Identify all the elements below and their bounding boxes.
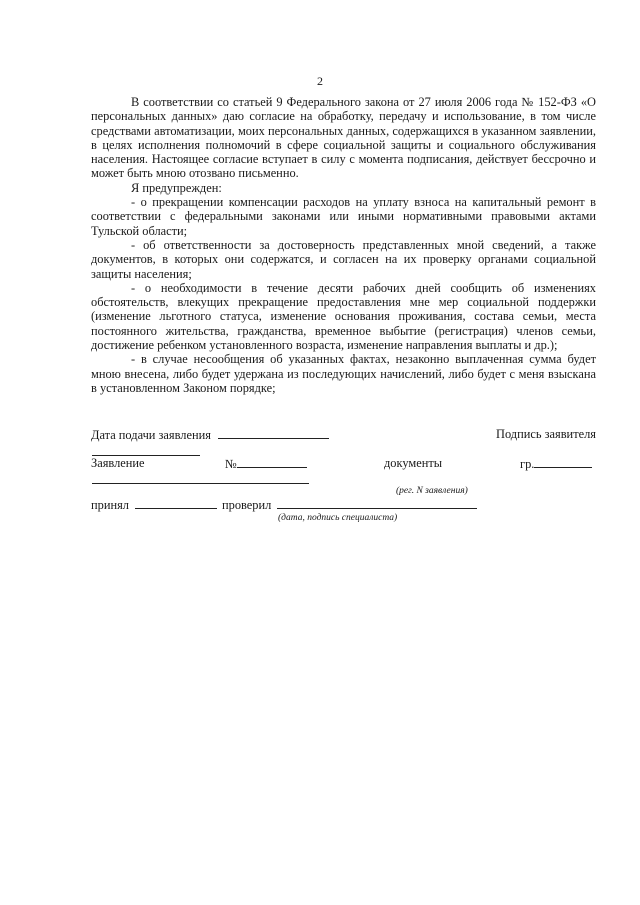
warning-heading: Я предупрежден: bbox=[131, 180, 222, 195]
citizen-field bbox=[520, 456, 592, 472]
registration-line bbox=[92, 483, 309, 484]
checked-field bbox=[222, 497, 477, 513]
accepted-blank bbox=[135, 497, 217, 509]
date-field bbox=[91, 427, 329, 443]
gr-label: гр. bbox=[520, 457, 535, 471]
consent-paragraph: В соответствии со статьей 9 Федерального закона от 27 июля 2006 года № 152-ФЗ «О персональных данных» даю согласие на обработку, передачу и использование, в том числе средствами автоматизации, моих персональных данных, содержащихся в указанном заявлении, в целях исполнения полномочий в сфере социальной защиты и социального обслуживания населения. Настоящее согласие вступает в силу с момента подписания, действует бессрочно и может быть мною отозвано письменно. bbox=[91, 95, 596, 181]
warning-item-responsibility: - об ответственности за достоверность представленных мной сведений, а также документов, в которых они содержатся, и согласен на их проверку органами социальной защиты населения; bbox=[91, 237, 596, 281]
date-blank bbox=[218, 427, 329, 439]
page-number: 2 bbox=[317, 74, 323, 88]
statement-label: Заявление bbox=[91, 456, 145, 470]
warning-item-compensation: - о прекращении компенсации расходов на уплату взноса на капитальный ремонт в соответствии с федеральными законами или иными нормативными правовыми актами Тульской области; bbox=[91, 195, 596, 238]
accepted-label: принял bbox=[91, 498, 129, 512]
warning-item-notify-changes: - о необходимости в течение десяти рабочих дней сообщить об изменениях обстоятельств, влекущих прекращение предоставления мне мер социальной поддержки (изменение льготного статуса, изменение основания проживания, состава семьи, места постоянного жительства, гражданства, временное выбытие (регистрация) членов семьи, достижение ребенком установленного возраста, изменение направления выплаты и др.); bbox=[91, 280, 596, 353]
specialist-caption: (дата, подпись специалиста) bbox=[278, 513, 398, 523]
gr-blank bbox=[534, 456, 592, 468]
documents-label: документы bbox=[384, 456, 443, 470]
date-label: Дата подачи заявления bbox=[91, 428, 211, 442]
reg-number-caption: (рег. N заявления) bbox=[396, 486, 468, 496]
number-label: № bbox=[225, 457, 237, 471]
checked-blank bbox=[277, 497, 477, 509]
applicant-signature-label: Подпись заявителя bbox=[496, 427, 596, 441]
warning-item-repayment: - в случае несообщения об указанных фактах, незаконно выплаченная сумма будет мною внесена, либо будет удержана из последующих начислений, либо будет с меня взыскана в установленном Законом порядке; bbox=[91, 352, 596, 395]
checked-label: проверил bbox=[222, 498, 272, 512]
accepted-field bbox=[91, 497, 217, 513]
consent-body bbox=[91, 95, 596, 395]
number-blank bbox=[237, 456, 307, 468]
statement-number-field bbox=[225, 456, 307, 472]
